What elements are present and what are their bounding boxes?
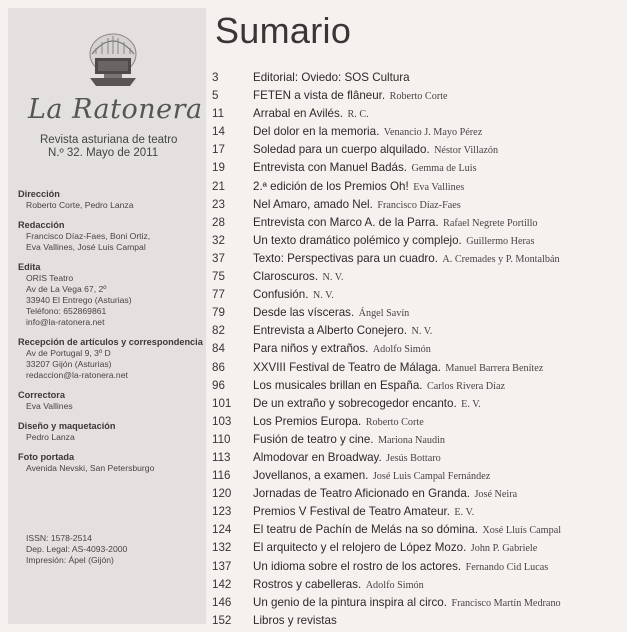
toc-page-number: 146 — [212, 595, 232, 609]
toc-title: Premios V Festival de Teatro Amateur. — [253, 505, 450, 519]
toc-entry — [212, 231, 624, 249]
credit-line: Avenida Nevski, San Petersburgo — [26, 463, 155, 473]
toc-page-number: 113 — [212, 450, 231, 464]
toc-author: Xosé Lluís Campal — [482, 525, 562, 537]
toc-page-number: 152 — [212, 613, 232, 627]
toc-author: Adolfo Simón — [365, 579, 424, 591]
toc-entry — [212, 86, 624, 104]
toc-title: Entrevista a Alberto Conejero. — [253, 324, 408, 338]
toc-entry — [212, 376, 624, 394]
toc-page-number: 3 — [212, 71, 219, 84]
toc-entry — [212, 448, 624, 466]
toc-page-number: 116 — [212, 469, 231, 483]
toc-author: Gemma de Luis — [411, 163, 477, 175]
credit-line: Eva Vallines, José Luis Campal — [26, 242, 146, 252]
toc-title: Libros y revistas — [253, 613, 337, 627]
toc-author: Francisco Martín Medrano — [451, 597, 561, 609]
toc-entry — [212, 68, 624, 86]
toc-entry — [212, 430, 624, 448]
table-of-contents — [212, 68, 624, 629]
toc-title: Arrabal en Avilés. — [253, 107, 344, 121]
credit-heading: Edita — [18, 262, 41, 272]
toc-entry — [212, 394, 624, 412]
credit-heading: Correctora — [18, 390, 65, 400]
toc-page-number: 17 — [212, 143, 225, 157]
toc-entry — [212, 611, 624, 629]
toc-title: Para niños y extraños. — [253, 342, 369, 356]
credit-line: Teléfono: 652869861 — [26, 306, 107, 316]
credit-section — [18, 261, 203, 328]
toc-entry — [212, 593, 624, 611]
toc-title: Editorial: Oviedo: SOS Cultura — [253, 71, 410, 84]
toc-author: Mariona Naudin — [377, 434, 446, 446]
toc-author: Jesús Bottaro — [386, 452, 441, 464]
toc-title: Los musicales brillan en España. — [253, 378, 423, 392]
publication-line: Impresión: Ápel (Gijón) — [26, 555, 114, 565]
toc-author: Guillermo Heras — [466, 235, 535, 247]
logo-wordmark: La Ratonera — [28, 94, 203, 125]
toc-author: N. V. — [312, 290, 334, 302]
toc-author: José Neira — [474, 489, 518, 501]
toc-title: El arquitecto y el relojero de López Mozo. — [253, 541, 467, 555]
toc-entry — [212, 249, 624, 267]
issue-number: N.º 32. Mayo de 2011 — [48, 147, 159, 159]
toc-entry — [212, 502, 624, 520]
toc-page-number: 132 — [212, 541, 232, 555]
toc-title: Nel Amaro, amado Nel. — [253, 197, 373, 211]
toc-page-number: 84 — [212, 342, 225, 356]
toc-page-number: 23 — [212, 197, 225, 211]
toc-title: Almodovar en Broadway. — [253, 450, 382, 464]
toc-title: Los Premios Europa. — [253, 414, 362, 428]
toc-author: Francisco Díaz-Faes — [377, 199, 461, 211]
toc-title: Fusión de teatro y cine. — [253, 432, 374, 446]
credit-line: Roberto Corte, Pedro Lanza — [26, 200, 134, 210]
credit-line: Pedro Lanza — [26, 432, 75, 442]
toc-title: Rostros y cabelleras. — [253, 577, 362, 591]
toc-page-number: 142 — [212, 577, 232, 591]
toc-page-number: 11 — [212, 107, 225, 121]
toc-author: N. V. — [322, 272, 344, 284]
toc-page-number: 77 — [212, 288, 225, 302]
toc-title: Entrevista con Manuel Badás. — [253, 161, 408, 175]
publication-line: ISSN: 1578-2514 — [26, 533, 92, 543]
toc-entry — [212, 538, 624, 556]
toc-title: Soledad para un cuerpo alquilado. — [253, 143, 430, 157]
toc-author: Roberto Corte — [389, 91, 448, 103]
toc-entry — [212, 177, 624, 195]
toc-page-number: 137 — [212, 559, 232, 573]
credit-heading: Recepción de artículos y correspondencia — [18, 337, 203, 347]
toc-author: R. C. — [347, 109, 369, 121]
toc-author: Carlos Rivera Díaz — [426, 380, 506, 392]
toc-page-number: 37 — [212, 251, 225, 265]
toc-page-number: 21 — [212, 179, 225, 193]
toc-entry — [212, 557, 624, 575]
toc-page-number: 19 — [212, 161, 225, 175]
toc-entry — [212, 466, 624, 484]
toc-entry — [212, 158, 624, 176]
toc-entry — [212, 358, 624, 376]
toc-author: Adolfo Simón — [372, 344, 431, 356]
toc-title: Confusión. — [253, 288, 309, 302]
credit-line: 33940 El Entrego (Asturias) — [26, 295, 132, 305]
toc-entry — [212, 339, 624, 357]
toc-entry — [212, 285, 624, 303]
toc-author: A. Cremades y P. Montalbán — [442, 253, 560, 265]
credit-line: redaccion@la-ratonera.net — [26, 370, 128, 380]
credit-heading: Redacción — [18, 220, 65, 230]
toc-page-number: 75 — [212, 270, 225, 284]
credit-heading: Diseño y maquetación — [18, 421, 116, 431]
credit-section — [18, 336, 203, 381]
publication-info — [26, 533, 127, 566]
toc-title: 2.ª edición de los Premios Oh! — [253, 179, 409, 193]
toc-entry — [212, 520, 624, 538]
toc-entry — [212, 122, 624, 140]
toc-author: Manuel Barrera Benítez — [445, 362, 544, 374]
toc-author: Néstor Villazón — [434, 145, 499, 157]
magazine-tagline: Revista asturiana de teatro — [40, 134, 178, 146]
toc-title: FETEN a vista de flâneur. — [253, 89, 386, 103]
toc-author: Eva Vallines — [413, 181, 465, 193]
credit-heading: Dirección — [18, 189, 60, 199]
toc-title: Claroscuros. — [253, 270, 319, 284]
toc-author: Fernando Cid Lucas — [465, 561, 549, 573]
credit-section — [18, 188, 203, 211]
toc-author: E. V. — [454, 507, 475, 519]
credit-line: Av de Portugal 9, 3º D — [26, 348, 111, 358]
credit-section — [18, 451, 203, 474]
credit-section — [18, 389, 203, 412]
toc-title: De un extraño y sobrecogedor encanto. — [253, 396, 457, 410]
toc-title: XXVIII Festival de Teatro de Málaga. — [253, 360, 441, 374]
toc-page-number: 32 — [212, 233, 225, 247]
toc-title: Jornadas de Teatro Aficionado en Granda. — [253, 487, 470, 501]
toc-title: Desde las vísceras. — [253, 306, 355, 320]
toc-entry — [212, 267, 624, 285]
toc-title: Jovellanos, a examen. — [253, 469, 369, 483]
toc-page-number: 123 — [212, 505, 232, 519]
toc-entry — [212, 140, 624, 158]
toc-author: José Luis Campal Fernández — [372, 471, 491, 483]
publication-line: Dep. Legal: AS-4093-2000 — [26, 544, 128, 554]
toc-page-number: 14 — [212, 125, 225, 139]
toc-title: El teatru de Pachín de Melás na so dómina. — [253, 523, 478, 537]
credit-section — [18, 219, 203, 253]
masthead-sidebar — [8, 8, 206, 624]
page-title: Sumario — [215, 10, 352, 51]
toc-author: E. V. — [461, 398, 481, 410]
toc-author: Venancio J. Mayo Pérez — [383, 127, 483, 139]
toc-entry — [212, 412, 624, 430]
toc-page-number: 110 — [212, 432, 231, 446]
toc-author: Rafael Negrete Portillo — [443, 217, 538, 229]
credits-list — [18, 188, 203, 482]
toc-entry — [212, 575, 624, 593]
toc-author: Ángel Savín — [358, 308, 410, 320]
toc-author: N. V. — [411, 326, 433, 338]
toc-page-number: 5 — [212, 89, 219, 103]
toc-page-number: 96 — [212, 378, 225, 392]
toc-title: Un texto dramático polémico y complejo. — [253, 233, 462, 247]
toc-page-number: 101 — [212, 396, 232, 410]
toc-page-number: 86 — [212, 360, 225, 374]
credit-line: ORIS Teatro — [26, 273, 74, 283]
credit-section — [18, 420, 203, 443]
toc-page-number: 82 — [212, 324, 225, 338]
toc-author: Roberto Corte — [365, 416, 424, 428]
toc-title: Texto: Perspectivas para un cuadro. — [253, 251, 438, 265]
toc-page-number: 79 — [212, 306, 225, 320]
toc-entry — [212, 104, 624, 122]
toc-title: Entrevista con Marco A. de la Parra. — [253, 215, 439, 229]
toc-page-number: 103 — [212, 414, 232, 428]
toc-entry — [212, 321, 624, 339]
credit-line: 33207 Gijón (Asturias) — [26, 359, 112, 369]
mousetrap-logo-icon — [82, 30, 144, 92]
toc-entry — [212, 195, 624, 213]
toc-page-number: 120 — [212, 487, 232, 501]
credit-line: Francisco Díaz-Faes, Boni Ortiz, — [26, 231, 151, 241]
credit-line: info@la-ratonera.net — [26, 317, 105, 327]
toc-title: Del dolor en la memoria. — [253, 125, 380, 139]
toc-author: John P. Gabriele — [470, 543, 538, 555]
toc-entry — [212, 303, 624, 321]
credit-heading: Foto portada — [18, 452, 75, 462]
toc-page-number: 28 — [212, 215, 225, 229]
credit-line: Av de La Vega 67, 2º — [26, 284, 107, 294]
toc-entry — [212, 484, 624, 502]
credit-line: Eva Vallines — [26, 401, 73, 411]
toc-page-number: 124 — [212, 523, 232, 537]
toc-title: Un genio de la pintura inspira al circo. — [253, 595, 447, 609]
toc-entry — [212, 213, 624, 231]
toc-title: Un idioma sobre el rostro de los actores. — [253, 559, 462, 573]
